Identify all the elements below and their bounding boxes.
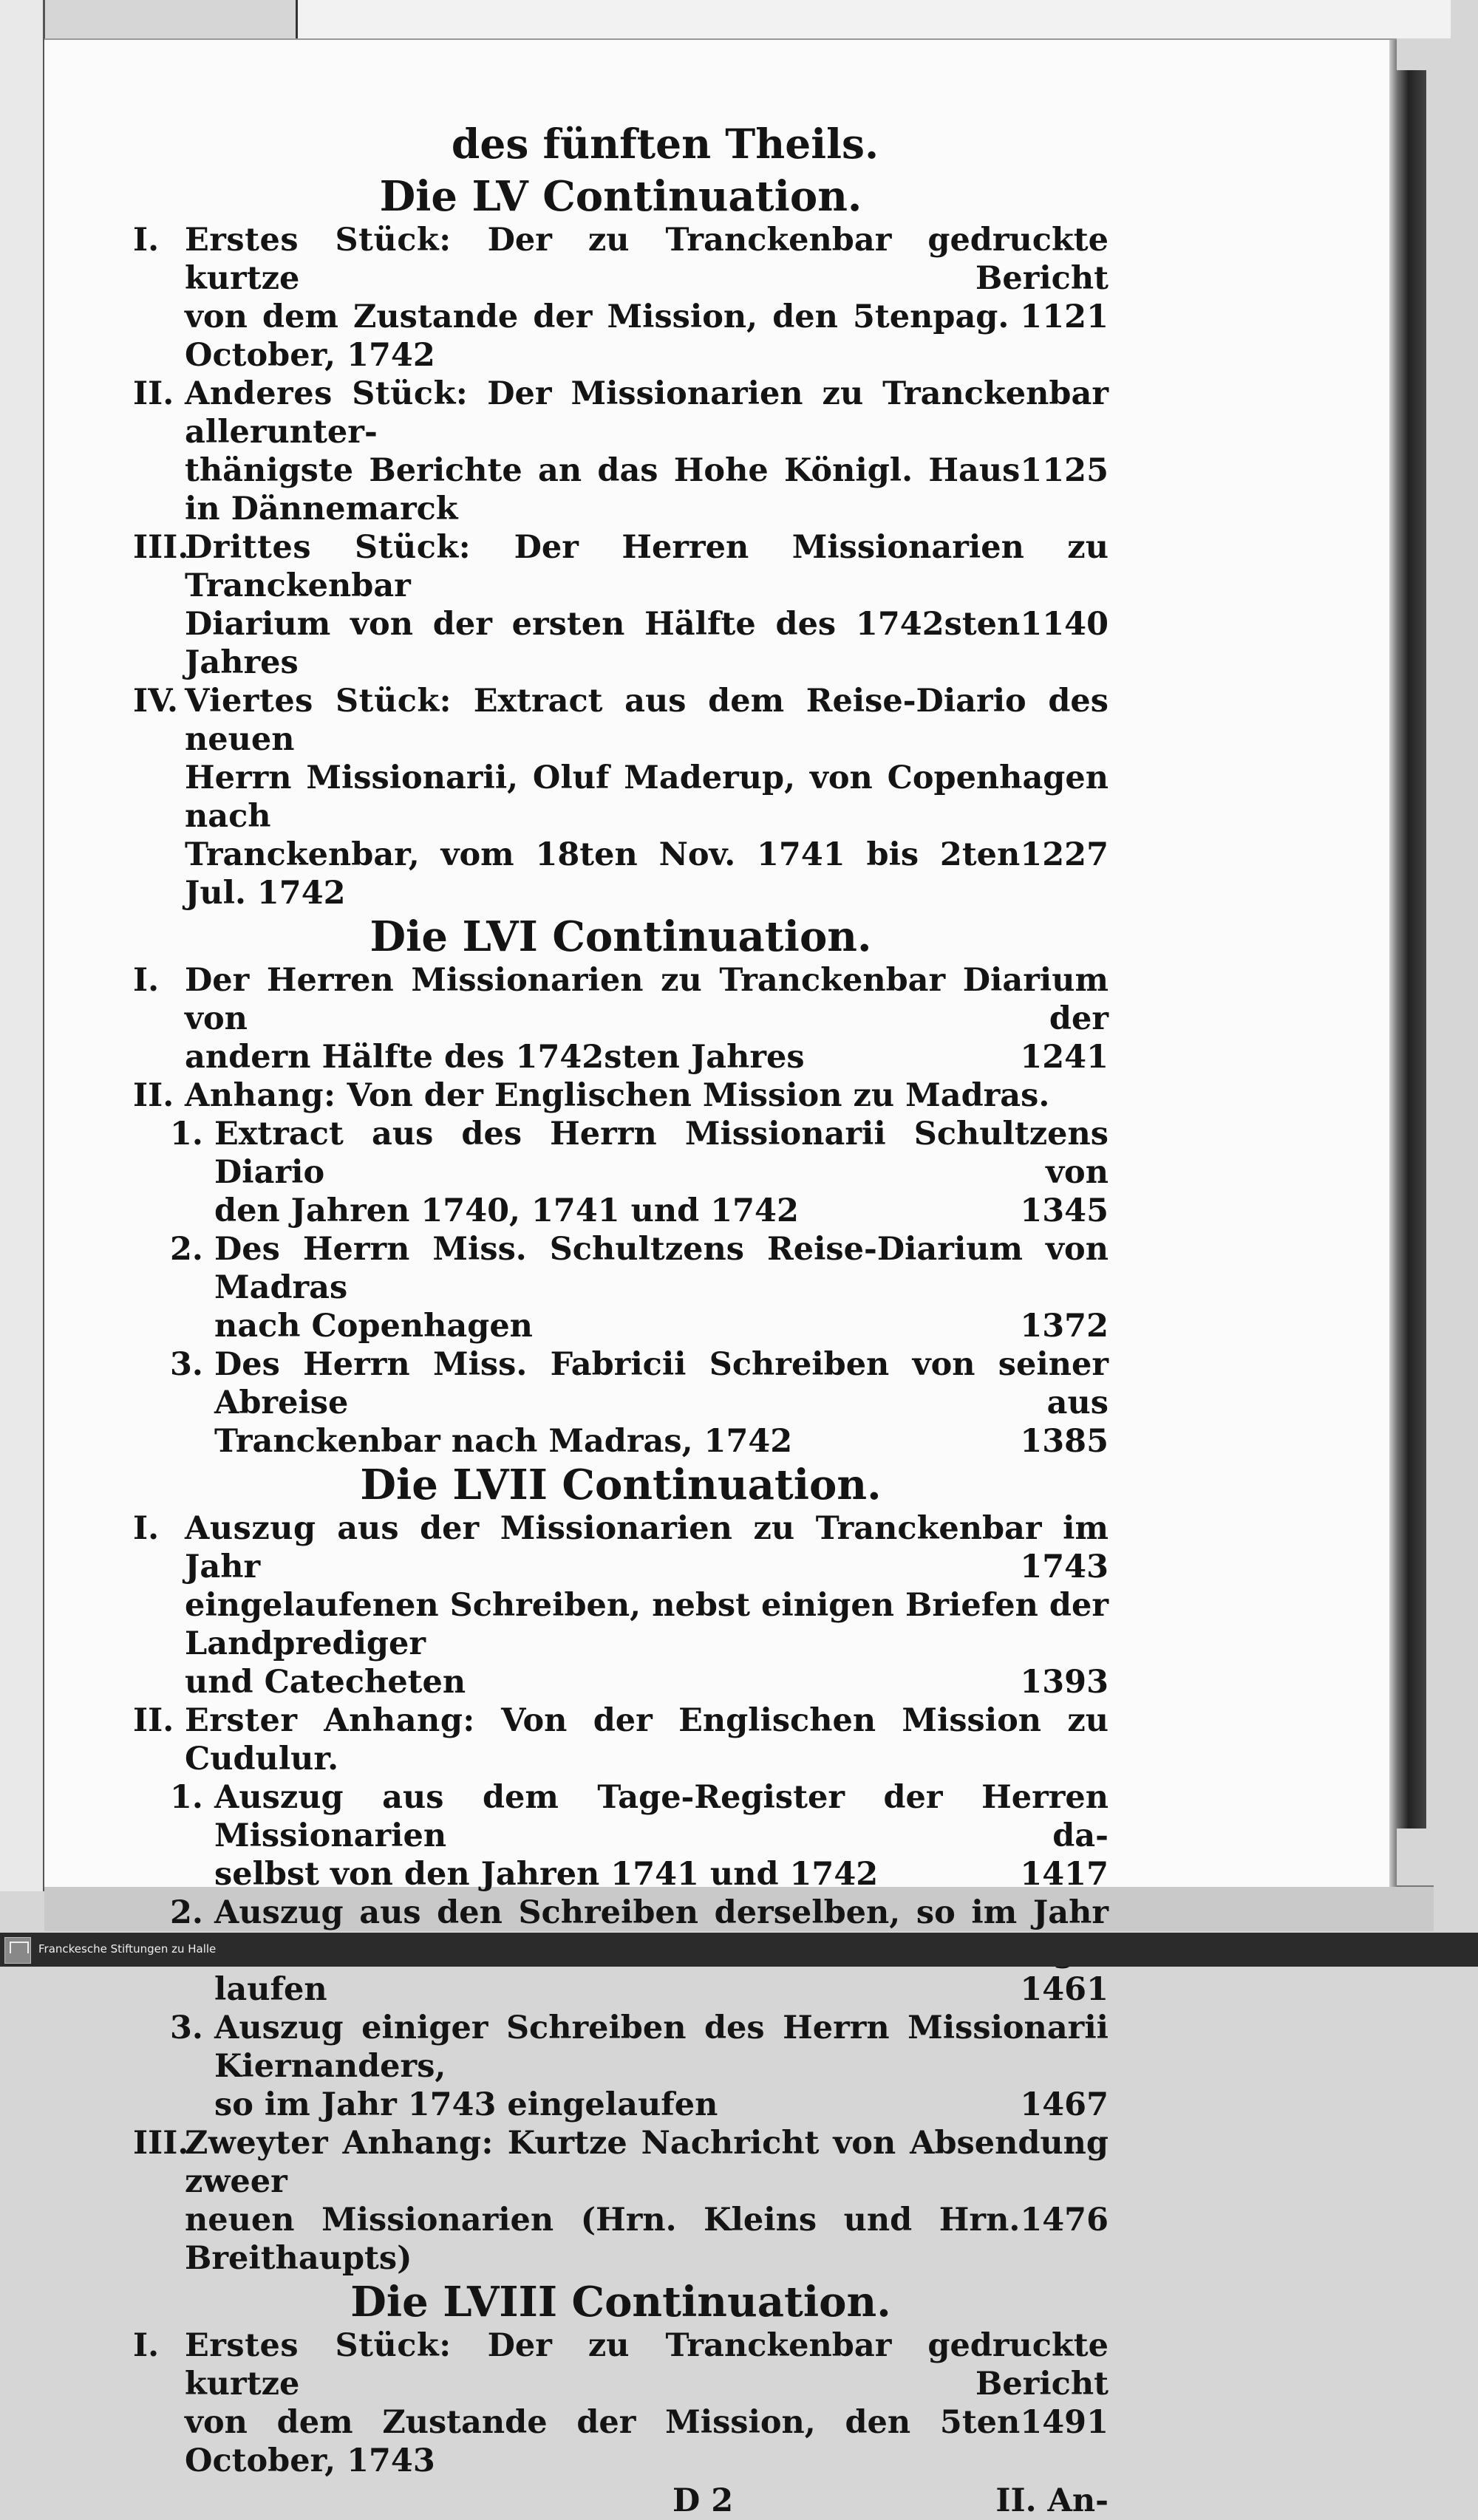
signature-mark: D 2 (672, 2482, 734, 2519)
entry-number: 1. (170, 1779, 203, 1816)
entry-last-text: thänigste Berichte an das Hohe Königl. Haus in Dännemarck (185, 452, 1021, 527)
entry-lead-label: Viertes Stück: (185, 683, 452, 720)
entry-number: II. (133, 1077, 174, 1114)
entry-text: Der Herren Missionarien zu Tranckenbar (185, 529, 1108, 604)
entry-text: Extract aus dem Reise-Diario des neuen (185, 683, 1108, 758)
entry-last-line (214, 1970, 1108, 2009)
page-header: des fünften Theils. (451, 120, 879, 168)
page-number: 1241 (1020, 1039, 1108, 1076)
entry-last-line (185, 298, 1108, 375)
archive-footer-bar (0, 1933, 1478, 1967)
page-number: 1372 (1020, 1308, 1108, 1345)
entry-lead-label: Erstes Stück: (185, 2327, 452, 2364)
entry-last-text: neuen Missionarien (Hrn. Kleins und Hrn. Breithaupts) (185, 2202, 1021, 2277)
page-number: 1491 (1020, 2404, 1108, 2441)
entry-number: 3. (170, 1346, 203, 1383)
entry-first-line (185, 375, 1108, 451)
catchword: II. An- (995, 2482, 1108, 2519)
toc-entry (133, 528, 1108, 682)
entry-number: 2. (170, 1894, 203, 1931)
table-of-contents (133, 118, 1108, 2520)
section-heading: Die LV Continuation. (379, 172, 862, 221)
entry-last-line (185, 1038, 1108, 1076)
entry-last-line (185, 836, 1108, 912)
entry-last-line (214, 1307, 1108, 1345)
entry-last-text: Diarium von der ersten Hälfte des 1742sten Jahres (185, 606, 1021, 681)
entry-last-line (214, 2086, 1108, 2124)
entry-last-text: so im Jahr 1743 eingelaufen (214, 2086, 718, 2123)
entry-text: Des Herrn Miss. Schultzens Reise-Diarium von Madras (214, 1231, 1108, 1306)
entry-number: III. (133, 2125, 189, 2162)
page-number: 1227 (1020, 836, 1108, 873)
entry-number: I. (133, 1510, 160, 1547)
entry-first-line (185, 2124, 1108, 2201)
entry-last-line (214, 1192, 1108, 1230)
entry-number: IV. (133, 683, 178, 720)
entry-text: Von der Englischen Mission zu Cudulur. (185, 1702, 1109, 1778)
entry-text: Extract aus des Herrn Missionarii Schultzens Diario von (214, 1116, 1108, 1191)
entry-first-line (214, 1115, 1108, 1192)
entry-text: aus der Missionarien zu Tranckenbar im Jahr 1743 (185, 1510, 1108, 1585)
toc-entry (133, 1509, 1108, 1701)
entry-last-text: von dem Zustande der Mission, den 5ten October, 1742 (185, 298, 933, 374)
entry-text: Des Herrn Miss. Fabricii Schreiben von seiner Abreise aus (214, 1346, 1108, 1421)
entry-first-line (185, 2326, 1108, 2403)
toc-entry (133, 375, 1108, 528)
entry-continuation-line: Herrn Missionarii, Oluf Maderup, von Copenhagen nach (185, 759, 1108, 835)
toc-entry (133, 1076, 1108, 1115)
entry-lead-label: Auszug (185, 1510, 316, 1547)
entry-text: Der zu Tranckenbar gedruckte kurtze Bericht (185, 222, 1108, 297)
entry-first-line (185, 221, 1108, 298)
page-number: 1345 (1020, 1192, 1108, 1229)
entry-last-text: von dem Zustande der Mission, den 5ten October, 1743 (185, 2404, 1021, 2479)
entry-number: II. (133, 1702, 174, 1739)
entry-first-line (214, 1230, 1108, 1307)
entry-number: I. (133, 222, 160, 259)
entry-last-text: selbst von den Jahren 1741 und 1742 (214, 1856, 879, 1893)
entry-last-line (214, 1855, 1108, 1894)
toc-entry (133, 2009, 1108, 2124)
entry-first-line (185, 528, 1108, 605)
entry-last-text: laufen (214, 1971, 327, 2008)
entry-last-text: und Catecheten (185, 1664, 466, 1701)
entry-last-line (185, 1663, 1108, 1701)
entry-first-line (185, 1509, 1108, 1586)
entry-last-line (185, 2201, 1108, 2278)
scanner-top-strip (296, 0, 1451, 38)
page-number: 1467 (1020, 2086, 1108, 2123)
entry-last-text: Tranckenbar, vom 18ten Nov. 1741 bis 2ten Jul. 1742 (185, 836, 1021, 912)
toc-entry (133, 1778, 1108, 1894)
section-heading: Die LVIII Continuation. (350, 2278, 891, 2326)
toc-entry (133, 221, 1108, 375)
page-number: 1476 (1020, 2202, 1108, 2239)
book-binding-edge (1397, 70, 1426, 1828)
entry-text: Auszug aus den Schreiben derselben, so im Jahr (214, 1894, 1108, 1931)
entry-last-line (185, 605, 1108, 682)
page-number: 1125 (1020, 452, 1108, 489)
entry-text: Der Herren Missionarien zu Tranckenbar Diarium von der (185, 962, 1108, 1037)
page-number: 1417 (1020, 1856, 1108, 1893)
toc-entry (133, 1115, 1108, 1230)
entry-number: I. (133, 962, 160, 999)
entry-number: III. (133, 529, 189, 566)
entry-first-line (185, 961, 1108, 1038)
toc-entry (133, 682, 1108, 912)
toc-entry (133, 2326, 1108, 2480)
archive-footer-label: Franckesche Stiftungen zu Halle (38, 1942, 217, 1956)
page-foot (133, 2482, 1108, 2520)
entry-text: Kurtze Nachricht von Absendung zweer (185, 2125, 1108, 2200)
entry-text: Der Missionarien zu Tranckenbar allerunter- (185, 375, 1108, 451)
toc-entry (133, 2124, 1108, 2278)
page-number: 1461 (1020, 1971, 1108, 2008)
entry-lead-label: Anhang: (185, 1077, 336, 1114)
page-number: 1393 (1020, 1664, 1108, 1701)
entry-lead-label: Zweyter Anhang: (185, 2125, 494, 2162)
entry-last-text: andern Hälfte des 1742sten Jahres (185, 1039, 805, 1076)
section-heading: Die LVII Continuation. (360, 1461, 882, 1509)
toc-entry (133, 961, 1108, 1076)
entry-first-line (185, 1076, 1108, 1115)
entry-lead-label: Erster Anhang: (185, 1702, 475, 1739)
entry-lead-label: Drittes Stück: (185, 529, 471, 566)
entry-lead-label: Anderes Stück: (185, 375, 469, 412)
entry-first-line (214, 1345, 1108, 1422)
entry-number: 3. (170, 2009, 203, 2046)
entry-last-text: nach Copenhagen (214, 1308, 533, 1345)
institution-logo-icon (4, 1937, 31, 1964)
page-number: 1385 (1020, 1423, 1108, 1460)
toc-entry (133, 1230, 1108, 1345)
entry-first-line (214, 1778, 1108, 1855)
entry-continuation-line: eingelaufenen Schreiben, nebst einigen Briefen der Landprediger (185, 1587, 1108, 1662)
page-number: pag. 1121 (933, 298, 1108, 335)
entry-text: Auszug aus dem Tage-Register der Herren Missionarien da- (214, 1779, 1108, 1854)
entry-text: Der zu Tranckenbar gedruckte kurtze Bericht (185, 2327, 1108, 2403)
entry-last-line (185, 2403, 1108, 2480)
entry-text: Auszug einiger Schreiben des Herrn Missionarii Kiernanders, (214, 2009, 1108, 2085)
entry-first-line (185, 682, 1108, 759)
entry-last-text: den Jahren 1740, 1741 und 1742 (214, 1192, 799, 1229)
toc-entry (133, 1345, 1108, 1461)
entry-last-line (185, 451, 1108, 528)
entry-text: Von der Englischen Mission zu Madras. (347, 1077, 1050, 1114)
entry-first-line (185, 1701, 1108, 1778)
entry-number: I. (133, 2327, 160, 2364)
entry-number: 1. (170, 1116, 203, 1153)
section-heading: Die LVI Continuation. (370, 912, 872, 961)
entry-last-line (214, 1422, 1108, 1461)
entry-number: II. (133, 375, 174, 412)
toc-entry (133, 1701, 1108, 1778)
toc-sections (133, 174, 1108, 2480)
entry-lead-label: Erstes Stück: (185, 222, 452, 259)
entry-last-text: Tranckenbar nach Madras, 1742 (214, 1423, 793, 1460)
entry-number: 2. (170, 1231, 203, 1268)
entry-first-line (214, 2009, 1108, 2086)
adjacent-page-edge (0, 0, 45, 1891)
page-number: 1140 (1020, 606, 1108, 643)
